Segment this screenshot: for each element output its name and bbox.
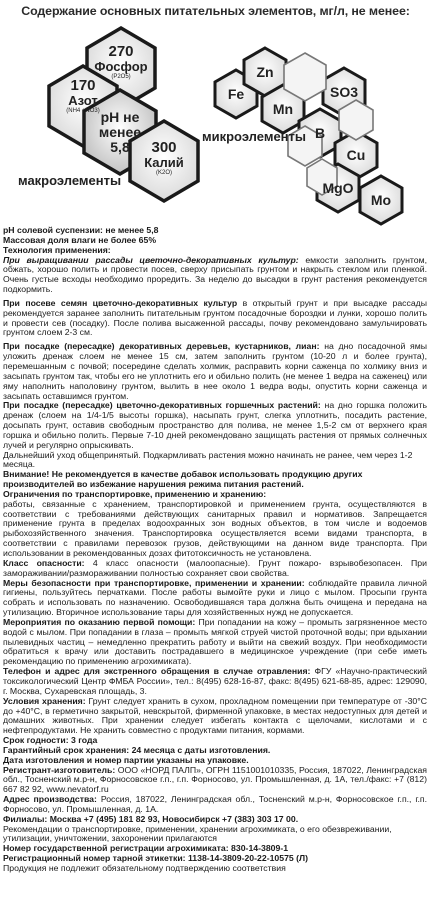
hazard-body: 4 класс опасности (малоопасные). Грунт пожаро- взрывобезопасен. При замораживании/размораживании полностью сохраняет свои свойства. xyxy=(3,557,427,578)
element-mo: Mo xyxy=(370,192,392,208)
restrictions-paragraph: работы, связанные с хранением, транспортировкой и применением грунта, осуществляются в соответствии с требованиями действующих санитарных правил и нормативов. Запрещается применение грунта в пределах водоохранных зон водных объектов, в том числе и водоемов рыбохозяйственного значения. Транспортировка осуществляется всеми видами транспорта, в соответствии с правилами перевозок грузов, действующими на данном виде транспорта. При использовании в рекомендованных дозах фитотоксичность не установлена. xyxy=(3,498,427,558)
potassium-label xyxy=(131,140,197,177)
pots-heading: При посадке (пересадке) цветочно-декоративных горшечных растений: xyxy=(3,400,321,411)
branches: Филиалы: Москва +7 (495) 181 82 93, Новосибирск +7 (383) 303 17 00. xyxy=(3,813,299,824)
first-aid-heading: Мероприятия по оказанию первой помощи: xyxy=(3,616,196,627)
storage-paragraph xyxy=(3,697,427,736)
page-title: Содержание основных питательных элементов, мг/л, не менее: xyxy=(21,4,410,18)
trees-body: на дно посадочной ямы уложить дренаж слоем не менее 15 см, затем заполнить грунтом (10-20 л и более грунта), перемешанным с почвой; посередине сделать холмик, расправить корни саженца по холмику вниз и засыпать грунтом так, чтобы его не уплотнить его и обильно полить (не менее 1 ведра на саженец) или яму наполнить наполовину грунтом, вылить в нее около 1 ведра воды, опустить корни саженца и засыпать оставшимся грунтом. xyxy=(3,341,427,401)
nitrogen-formula: (NH4 +NO3) xyxy=(66,108,100,115)
production-body: Россия, 187022, Ленинградская обл., Тосненский м.р-н, Форносовское г.п., г.п. Форносово, ул. Промышленная, д. 1А. xyxy=(3,794,427,814)
ph-line2: менее xyxy=(98,124,142,141)
phosphorus-value: 270 xyxy=(108,43,134,60)
potassium-name: Калий xyxy=(144,154,184,170)
element-fe: Fe xyxy=(227,86,245,102)
warranty: Гарантийный срок хранения: 24 месяца с даты изготовления. xyxy=(3,744,271,755)
emergency-body: ФГУ «Научно-практический токсикологический Центр ФМБА России», тел.: 8(495) 628-16-87, факс: 8(495) 621-68-85, адрес: 129090, г. Москва, Сухаревская площадь, 3. xyxy=(3,666,427,696)
element-zn: Zn xyxy=(256,64,274,80)
emergency-paragraph xyxy=(3,667,427,697)
micro-group-label: микроэлементы xyxy=(202,129,306,144)
safety-heading: Меры безопасности при транспортировке, применении и хранении: xyxy=(3,577,305,588)
phosphorus-label xyxy=(88,44,154,81)
ph-suspension: pH солевой суспензии: не менее 5,8 xyxy=(3,226,159,235)
registrant-paragraph xyxy=(3,766,427,796)
warning-paragraph: Внимание! Не рекомендуется в качестве добавок использовать продукцию других производителей во избежание нарушения режима питания растений. xyxy=(3,469,363,490)
phosphorus-formula: (P2O5) xyxy=(111,74,131,81)
pots-paragraph xyxy=(3,401,427,450)
technology-heading: Технология применения: xyxy=(3,244,111,255)
nitrogen-name: Азот xyxy=(68,92,98,108)
certification-note: Продукция не подлежит обязательному подтверждению соответствия xyxy=(3,863,286,873)
restrictions-heading: Ограничения по транспортировке, применению и хранению: xyxy=(3,488,267,499)
trees-paragraph xyxy=(3,342,427,401)
care-paragraph: Дальнейший уход общепринятый. Подкармливать растения можно начинать не ранее, чем через 1-2 месяца. xyxy=(3,449,413,470)
label-number: Регистрационный номер тарной этикетки: 1138-14-3809-20-22-10575 (Л) xyxy=(3,853,309,864)
phosphorus-name: Фосфор xyxy=(94,58,148,74)
potassium-value: 300 xyxy=(151,139,177,156)
element-mgo: MgO xyxy=(322,180,354,196)
potassium-formula: (K2O) xyxy=(155,170,172,177)
element-so3: SO3 xyxy=(329,84,358,100)
production-address xyxy=(3,795,427,815)
first-aid-paragraph xyxy=(3,618,427,667)
moisture: Массовая доля влаги не более 65% xyxy=(3,234,157,245)
emergency-heading: Телефон и адрес для экстренного обращения в случае отравления: xyxy=(3,666,311,677)
safety-paragraph xyxy=(3,579,427,618)
sowing-body: в открытый грунт и при высадке рассады рекомендуется заранее заполнить питательным грунтом посадочные бороздки и лунки, хорошо полить и провести сев (посадку). После полива высаженной рассады, почву рекомендовано замульчировать грунтом слоем 2-3 см. xyxy=(3,297,427,338)
sowing-heading: При посеве семян цветочно-декоративных культур xyxy=(3,297,238,308)
seedling-heading: При выращивании рассады цветочно-декоративных культур: xyxy=(3,254,299,265)
recommendations-note: Рекомендации о транспортировке, применении, хранении агрохимиката, о его обезвреживании, утилизации, уничтожении, захоронении прилагаются xyxy=(3,823,392,844)
ph-line1: pH не xyxy=(100,109,140,125)
storage-heading: Условия хранения: xyxy=(3,695,86,706)
pots-body: на дно горшка положить дренаж (слоем на 1/4-1/5 высоты горшка), насыпать грунт, слегка уплотнить, посадить растение, досыпать грунт, оставив свободным пространство для полива, не менее 1,5-2 см от верхнего края горшка и обильно полить. Первые 7-10 дней рекомендовано защищать растения от прямых солнечных лучей и регулярно опрыскивать. xyxy=(3,400,427,450)
seedling-paragraph xyxy=(3,256,427,295)
element-cu: Cu xyxy=(346,147,366,163)
safety-body: соблюдайте правила личной гигиены, пользуйтесь перчатками. После работы вымойте руки и лицо с мылом. Просыпи грунта собрать и использовать по назначению. Освободившаяся тара должна быть очищена и передана на утилизацию. Вторичное использование тары для хозяйственных нужд не допускается. xyxy=(3,577,427,618)
registrant-body: ООО «НОРД ПАЛП», ОГРН 1151001010335, Россия, 187022, Ленинградская обл., Тосненский м.р-н, Форносовское г.п., г.п. Форносово, ул. Промышленная, д. 1А, тел./факс: +7 (812) 667 82 92, www.nevatorf.ru xyxy=(3,764,427,795)
registration-number: Номер государственной регистрации агрохимиката: 830-14-3809-1 xyxy=(3,843,289,854)
ph-line3: 5,8 xyxy=(110,139,130,156)
nitrogen-value: 170 xyxy=(70,77,96,94)
first-aid-body: При попадании на кожу – промыть загрязненное место водой с мылом. При попадании в глаза – промыть мягкой струей чистой проточной воды; при вдыхании пылевидных частиц – немедленно прекратить работу и выйти на свежий воздух. При необходимости обратиться к врачу или доставить пострадавшего в медицинское учреждение (при себе иметь рекомендацию по применению агрохимиката). xyxy=(3,616,427,667)
storage-body: Грунт следует хранить в сухом, прохладном помещении при температуре от -30°С до +40°С, в герметично закрытой, невскрытой, фирменной упаковке, в местах недоступных для детей и домашних животных. При хранении следует избегать контакта с щелочами, кислотами и с нефтепродуктами. Не хранить совместно с продуктами питания, кормами. xyxy=(3,695,427,736)
registrant-heading: Регистрант-изготовитель: xyxy=(3,764,116,775)
trees-heading: При посадке (пересадке) декоративных деревьев, кустарников, лиан: xyxy=(3,341,320,352)
sowing-paragraph xyxy=(3,299,427,338)
hazard-paragraph xyxy=(3,559,427,579)
element-mn: Mn xyxy=(272,101,294,117)
instructions-text xyxy=(3,226,427,898)
nutrient-diagram xyxy=(0,18,431,228)
seedling-body: емкости заполнить грунтом, обжать, хорошо полить и провести посев, сверху присыпать грунтом и накрыть стеклом или пленкой. Очень густые всходы необходимо проредить. За неделю до высадки в грунт растения рекомендуется подкормить. xyxy=(3,254,427,295)
macro-group-label: макроэлементы xyxy=(18,173,122,188)
hazard-heading: Класс опасности: xyxy=(3,557,85,568)
batch-info: Дата изготовления и номер партии указаны на упаковке. xyxy=(3,754,249,765)
production-heading: Адрес производства: xyxy=(3,794,97,805)
element-b: B xyxy=(314,125,326,141)
shelf-life: Срок годности: 3 года xyxy=(3,735,98,746)
